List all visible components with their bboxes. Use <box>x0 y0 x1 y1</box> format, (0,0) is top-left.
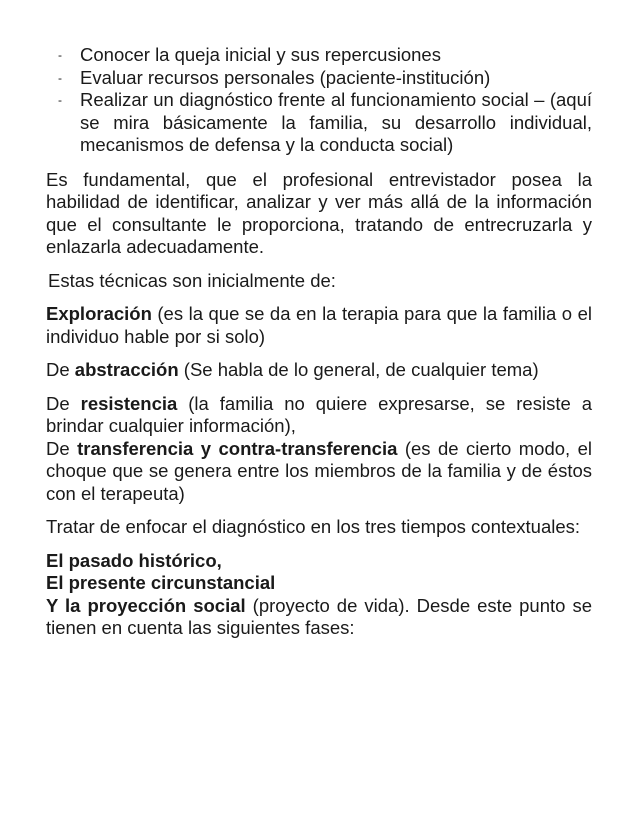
prefix-transferencia: De <box>46 437 78 459</box>
list-item <box>58 44 592 67</box>
term-transferencia: transferencia y contra-transferencia <box>77 437 398 459</box>
list-dash: - <box>58 70 62 85</box>
tiempo-proyeccion: Y la proyección social <box>46 594 246 616</box>
tiempo-pasado: El pasado histórico, <box>46 549 222 571</box>
tiempo-presente: El presente circunstancial <box>46 572 276 593</box>
list-item-text: Realizar un diagnóstico frente al funcionamiento social – (aquí se mira básicamente la familia, su desarrollo individual, mecanismos de defensa y la conducta social) <box>80 89 592 155</box>
paragraph-resistencia <box>46 393 592 438</box>
desc-exploracion: (es la que se da en la terapia para que la familia o el individuo hable por si solo) <box>46 303 592 347</box>
desc-transferencia: (es de cierto modo, el choque que se genera entre los miembros de la familia y de éstos con el terapeuta) <box>46 437 593 504</box>
desc-abstraccion: (Se habla de lo general, de cualquier tema) <box>178 359 539 380</box>
list-item-text: Conocer la queja inicial y sus repercusiones <box>80 44 441 65</box>
term-resistencia: resistencia <box>80 392 178 414</box>
term-exploracion: Exploración <box>46 303 152 324</box>
list-item <box>58 89 592 157</box>
prefix-abstraccion: De <box>46 359 75 380</box>
list-item <box>58 66 592 90</box>
list-dash: - <box>58 48 62 62</box>
paragraph-tecnicas: Estas técnicas son inicialmente de: <box>48 269 336 291</box>
paragraph-abstraccion <box>46 359 592 382</box>
paragraph-transferencia <box>46 438 592 506</box>
prefix-resistencia: De <box>46 392 81 414</box>
list-item-text: Evaluar recursos personales (paciente-institución) <box>80 66 491 88</box>
paragraph-tratar: Tratar de enfocar el diagnóstico en los tres tiempos contextuales: <box>46 516 581 537</box>
desc-resistencia: (la familia no quiere expresarse, se resiste a brindar cualquier información), <box>46 392 592 436</box>
term-abstraccion: abstracción <box>74 359 179 380</box>
paragraph-fundamental: Es fundamental, que el profesional entrevistador posea la habilidad de identificar, analizar y ver más allá de la información que el consultante le proporciona, tratando de entrecruzarla y enlazarla adecuadamente. <box>46 168 592 257</box>
tiempos-block <box>46 550 592 640</box>
objectives-list <box>46 44 592 157</box>
desc-proyeccion: (proyecto de vida). Desde este punto se tienen en cuenta las siguientes fases: <box>46 594 592 638</box>
paragraph-exploracion <box>46 303 592 348</box>
list-dash: - <box>58 93 62 107</box>
